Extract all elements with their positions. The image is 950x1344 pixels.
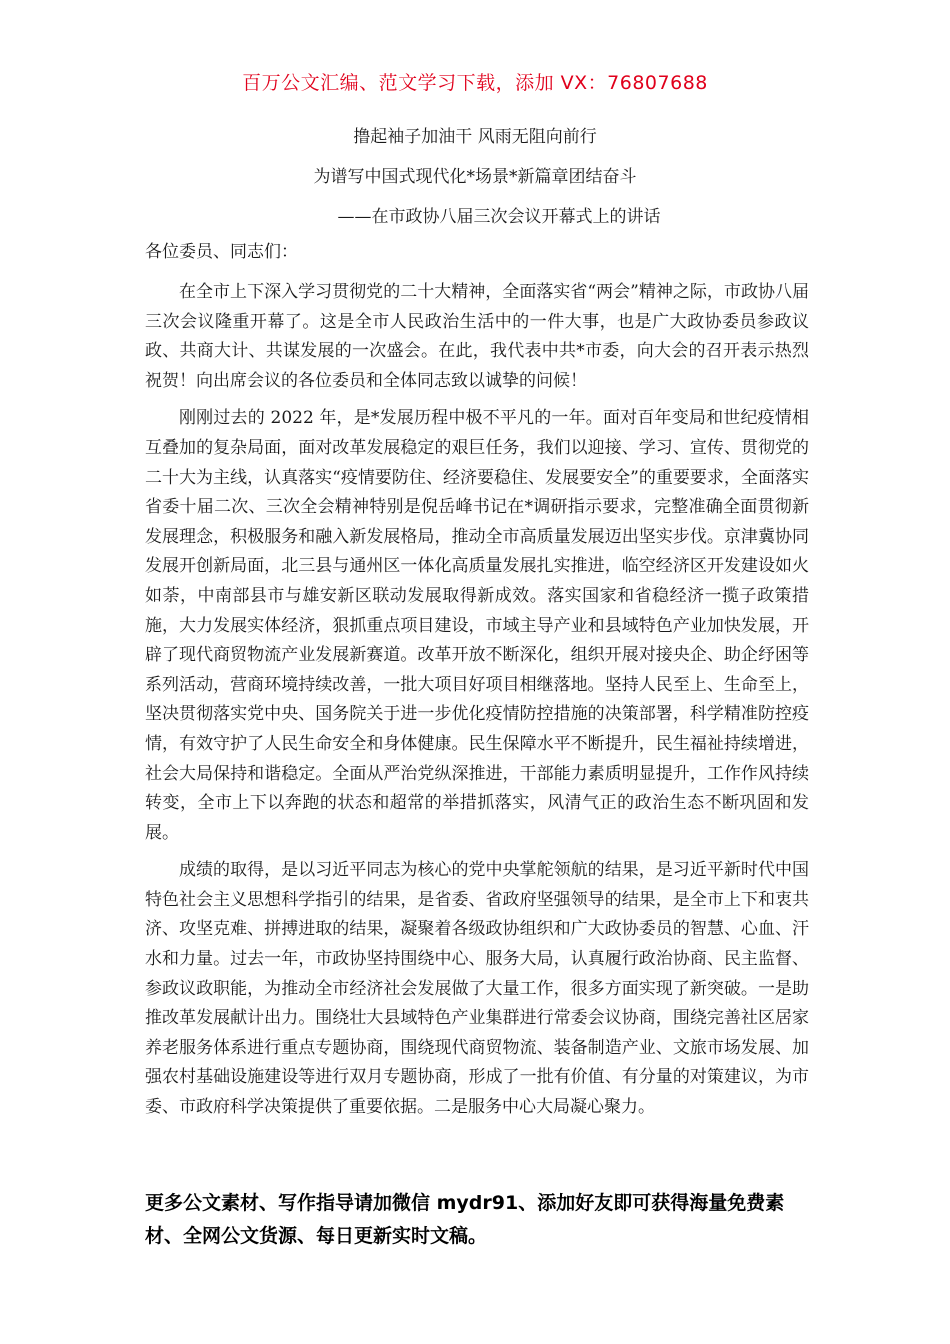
salutation: 各位委员、同志们： (145, 242, 298, 262)
footer-ad: 更多公文素材、写作指导请加微信 mydr91、添加好友即可获得海量免费素材、全网公文货源、每日更新实时文稿。 (145, 1192, 785, 1247)
title-block (0, 117, 950, 237)
body-text (145, 278, 809, 1131)
header-banner: 百万公文汇编、范文学习下载，添加 VX：76807688 (242, 72, 708, 94)
paragraph-1: 在全市上下深入学习贯彻党的二十大精神，全面落实省“两会”精神之际，市政协八届三次会议隆重开幕了。这是全市人民政治生活中的一件大事，也是广大政协委员参政议政、共商大计、共谋发展的一次盛会。在此，我代表中共*市委，向大会的召开表示热烈祝贺！向出席会议的各位委员和全体同志致以诚挚的问候！ (145, 282, 809, 391)
paragraph-3: 成绩的取得，是以习近平同志为核心的党中央掌舵领航的结果，是习近平新时代中国特色社会主义思想科学指引的结果，是省委、省政府坚强领导的结果，是全市上下和衷共济、攻坚克难、拼搏进取的结果，凝聚着各级政协组织和广大政协委员的智慧、心血、汗水和力量。过去一年，市政协坚持围绕中心、服务大局，认真履行政治协商、民主监督、参政议政职能，为推动全市经济社会发展做了大量工作，很多方面实现了新突破。一是助推改革发展献计出力。围绕壮大县域特色产业集群进行常委会议协商，围绕完善社区居家养老服务体系进行重点专题协商，围绕现代商贸物流、装备制造产业、文旅市场发展、加强农村基础设施建设等进行双月专题协商，形成了一批有价值、有分量的对策建议，为市委、市政府科学决策提供了重要依据。二是服务中心大局凝心聚力。 (145, 860, 809, 1118)
speech-subtitle: ——在市政协八届三次会议开幕式上的讲话 (337, 207, 661, 227)
main-title: 撸起袖子加油干 风雨无阻向前行 (353, 127, 597, 147)
sub-title: 为谱写中国式现代化*场景*新篇章团结奋斗 (313, 167, 637, 187)
paragraph-2: 刚刚过去的 2022 年，是*发展历程中极不平凡的一年。面对百年变局和世纪疫情相互叠加的复杂局面，面对改革发展稳定的艰巨任务，我们以迎接、学习、宣传、贯彻党的二十大为主线，认真落实“疫情要防住、经济要稳住、发展要安全”的重要要求，全面落实省委十届二次、三次全会精神特别是倪岳峰书记在*调研指示要求，完整准确全面贯彻新发展理念，积极服务和融入新发展格局，推动全市高质量发展迈出坚实步伐。京津冀协同发展开创新局面，北三县与通州区一体化高质量发展扎实推进，临空经济区开发建设如火如荼，中南部县市与雄安新区联动发展取得新成效。落实国家和省稳经济一揽子政策措施，大力发展实体经济，狠抓重点项目建设，市域主导产业和县域特色产业加快发展，开辟了现代商贸物流产业发展新赛道。改革开放不断深化，组织开展对接央企、助企纾困等系列活动，营商环境持续改善，一批大项目好项目相继落地。坚持人民至上、生命至上，坚决贯彻落实党中央、国务院关于进一步优化疫情防控措施的决策部署，科学精准防控疫情，有效守护了人民生命安全和身体健康。民生保障水平不断提升，民生福祉持续增进，社会大局保持和谐稳定。全面从严治党纵深推进，干部能力素质明显提升，工作作风持续转变，全市上下以奔跑的状态和超常的举措抓落实，风清气正的政治生态不断巩固和发展。 (145, 408, 809, 843)
